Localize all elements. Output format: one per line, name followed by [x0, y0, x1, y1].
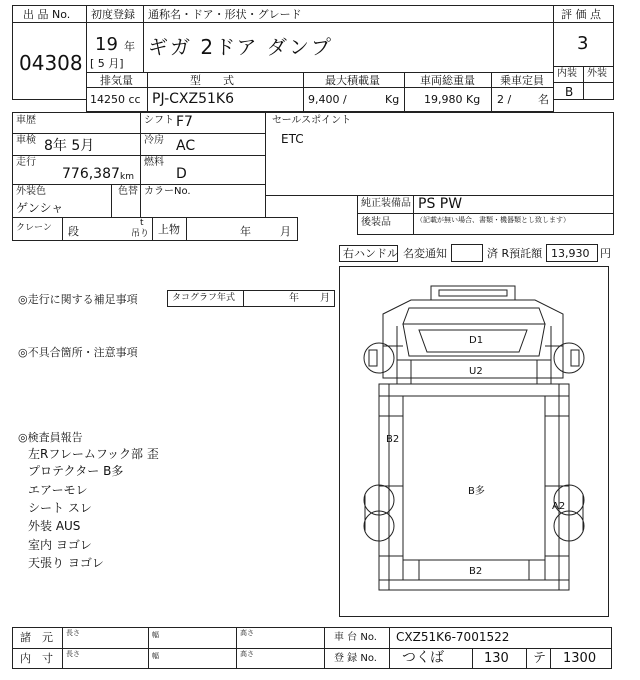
inspection-label: 車検 [16, 135, 36, 146]
width-label: 幅 [152, 631, 159, 639]
registration-kana: テ [533, 651, 547, 666]
max-load-unit: Kg [385, 93, 400, 106]
tacho-label: タコグラフ年式 [172, 293, 236, 303]
damage-label-b2-bottom: B2 [469, 566, 483, 577]
report-line: 外装 AUS [28, 519, 81, 533]
registration-class: 130 [484, 651, 509, 666]
tacho-month-unit: 月 [320, 293, 330, 304]
inner-dims-row-label: 内 寸 [20, 652, 53, 665]
lot-no-label: 出 品 No. [23, 8, 71, 21]
inspection-value: 8年 5月 [44, 138, 95, 154]
color-no-label: カラーNo. [144, 186, 191, 197]
model-value: PJ-CXZ51K6 [152, 91, 234, 107]
recycle-amount: 13,930 [551, 247, 590, 260]
mileage-unit: km [120, 172, 134, 182]
lot-number: 04308 [19, 51, 83, 75]
interior-grade: B [565, 85, 574, 99]
upper-label: 上物 [158, 223, 180, 236]
first-reg-label: 初度登録 [91, 8, 135, 21]
report-line: 室内 ヨゴレ [28, 538, 92, 552]
gross-weight-value: 19,980 Kg [424, 93, 481, 106]
oem-equip-value: PS PW [418, 196, 463, 212]
score-value: 3 [577, 33, 589, 54]
crane-label: クレーン [16, 223, 52, 233]
ext-color-label: 外装色 [16, 186, 46, 197]
capacity-label: 乗車定員 [500, 74, 544, 87]
recycle-label: 済 R預託額 [487, 247, 543, 260]
first-reg-month: [ 5 月] [90, 57, 124, 70]
defects-heading: ◎不具合箇所・注意事項 [18, 346, 138, 359]
name-change-checkbox [451, 244, 483, 262]
displacement-label: 排気量 [100, 74, 133, 87]
oem-equip-label: 純正装備品 [361, 198, 411, 209]
length-label: 長さ [66, 650, 80, 658]
right-hand-text: 右ハンドル [343, 247, 398, 260]
max-load-value: 9,400 / [308, 93, 347, 106]
fuel-value: D [176, 166, 187, 182]
capacity-unit: 名 [538, 93, 549, 106]
damage-label-a2: A2 [552, 501, 566, 512]
fuel-label: 燃料 [144, 157, 164, 168]
length-label: 長さ [66, 629, 80, 637]
damage-label-d1: D1 [469, 335, 484, 346]
aftermarket-note: （記載が無い場合、書類・機器類とし致します） [416, 216, 570, 224]
model-label: 型 式 [190, 74, 234, 87]
tons-unit: t [140, 218, 144, 228]
displacement-value: 14250 cc [90, 93, 141, 106]
shift-label: シフト [144, 115, 174, 126]
max-load-label: 最大積載量 [325, 74, 380, 87]
year-unit: 年 [124, 40, 135, 53]
driving-notes-heading: ◎走行に関する補足事項 [18, 293, 138, 306]
score-label: 評 価 点 [561, 8, 601, 21]
lift-unit: 吊り [131, 229, 150, 239]
chassis-number: CXZ51K6-7001522 [396, 630, 510, 644]
truck-top-view-diagram [339, 266, 609, 617]
yen-unit: 円 [600, 247, 611, 260]
history-label: 車歴 [16, 115, 36, 126]
report-line: 天張り ヨゴレ [28, 556, 104, 570]
exterior-label: 外装 [587, 68, 607, 79]
ext-color-value: ゲンシャ [16, 201, 64, 215]
interior-label: 内装 [557, 68, 577, 79]
width-label: 幅 [152, 652, 159, 660]
car-name-label: 通称名・ドア・形状・グレード [148, 8, 302, 21]
registration-number: 1300 [563, 651, 597, 666]
car-name: ギガ 2ドア ダンプ [148, 35, 334, 59]
registration-label: 登 録 No. [334, 653, 377, 664]
aftermarket-label: 後装品 [361, 217, 391, 228]
height-label: 高さ [240, 629, 254, 637]
stages-unit: 段 [68, 225, 79, 238]
shift-value: F7 [176, 114, 193, 130]
crane-month-unit: 月 [280, 225, 291, 238]
sales-points-label: セールスポイント [272, 115, 352, 126]
name-change-label: 名変通知 [403, 247, 447, 260]
damage-label-b-many: B多 [468, 486, 485, 497]
inspector-report-heading: ◎検査員報告 [18, 431, 83, 444]
capacity-value: 2 / [497, 93, 512, 106]
gross-weight-label: 車両総重量 [420, 74, 475, 87]
crane-row [12, 217, 298, 241]
report-line: プロテクター B多 [28, 464, 124, 478]
report-line: シート スレ [28, 501, 92, 515]
sales-points-value: ETC [281, 132, 304, 146]
ac-label: 冷房 [144, 135, 164, 146]
report-line: エアーモレ [28, 483, 88, 497]
chassis-label: 車 台 No. [334, 632, 377, 643]
height-label: 高さ [240, 650, 254, 658]
ac-value: AC [176, 138, 196, 154]
damage-label-u2: U2 [469, 366, 483, 377]
report-line: 左Rフレームフック部 歪 [28, 447, 159, 461]
color-change-label: 色替 [118, 186, 138, 197]
tacho-year-unit: 年 [289, 293, 299, 304]
damage-label-b2-left: B2 [386, 434, 400, 445]
crane-year-unit: 年 [240, 225, 251, 238]
mileage-value: 776,387 [62, 166, 120, 182]
registration-region: つくば [402, 650, 444, 666]
specs-row-label: 諸 元 [20, 631, 53, 644]
mileage-label: 走行 [16, 157, 36, 168]
first-reg-year: 19 [95, 34, 118, 55]
